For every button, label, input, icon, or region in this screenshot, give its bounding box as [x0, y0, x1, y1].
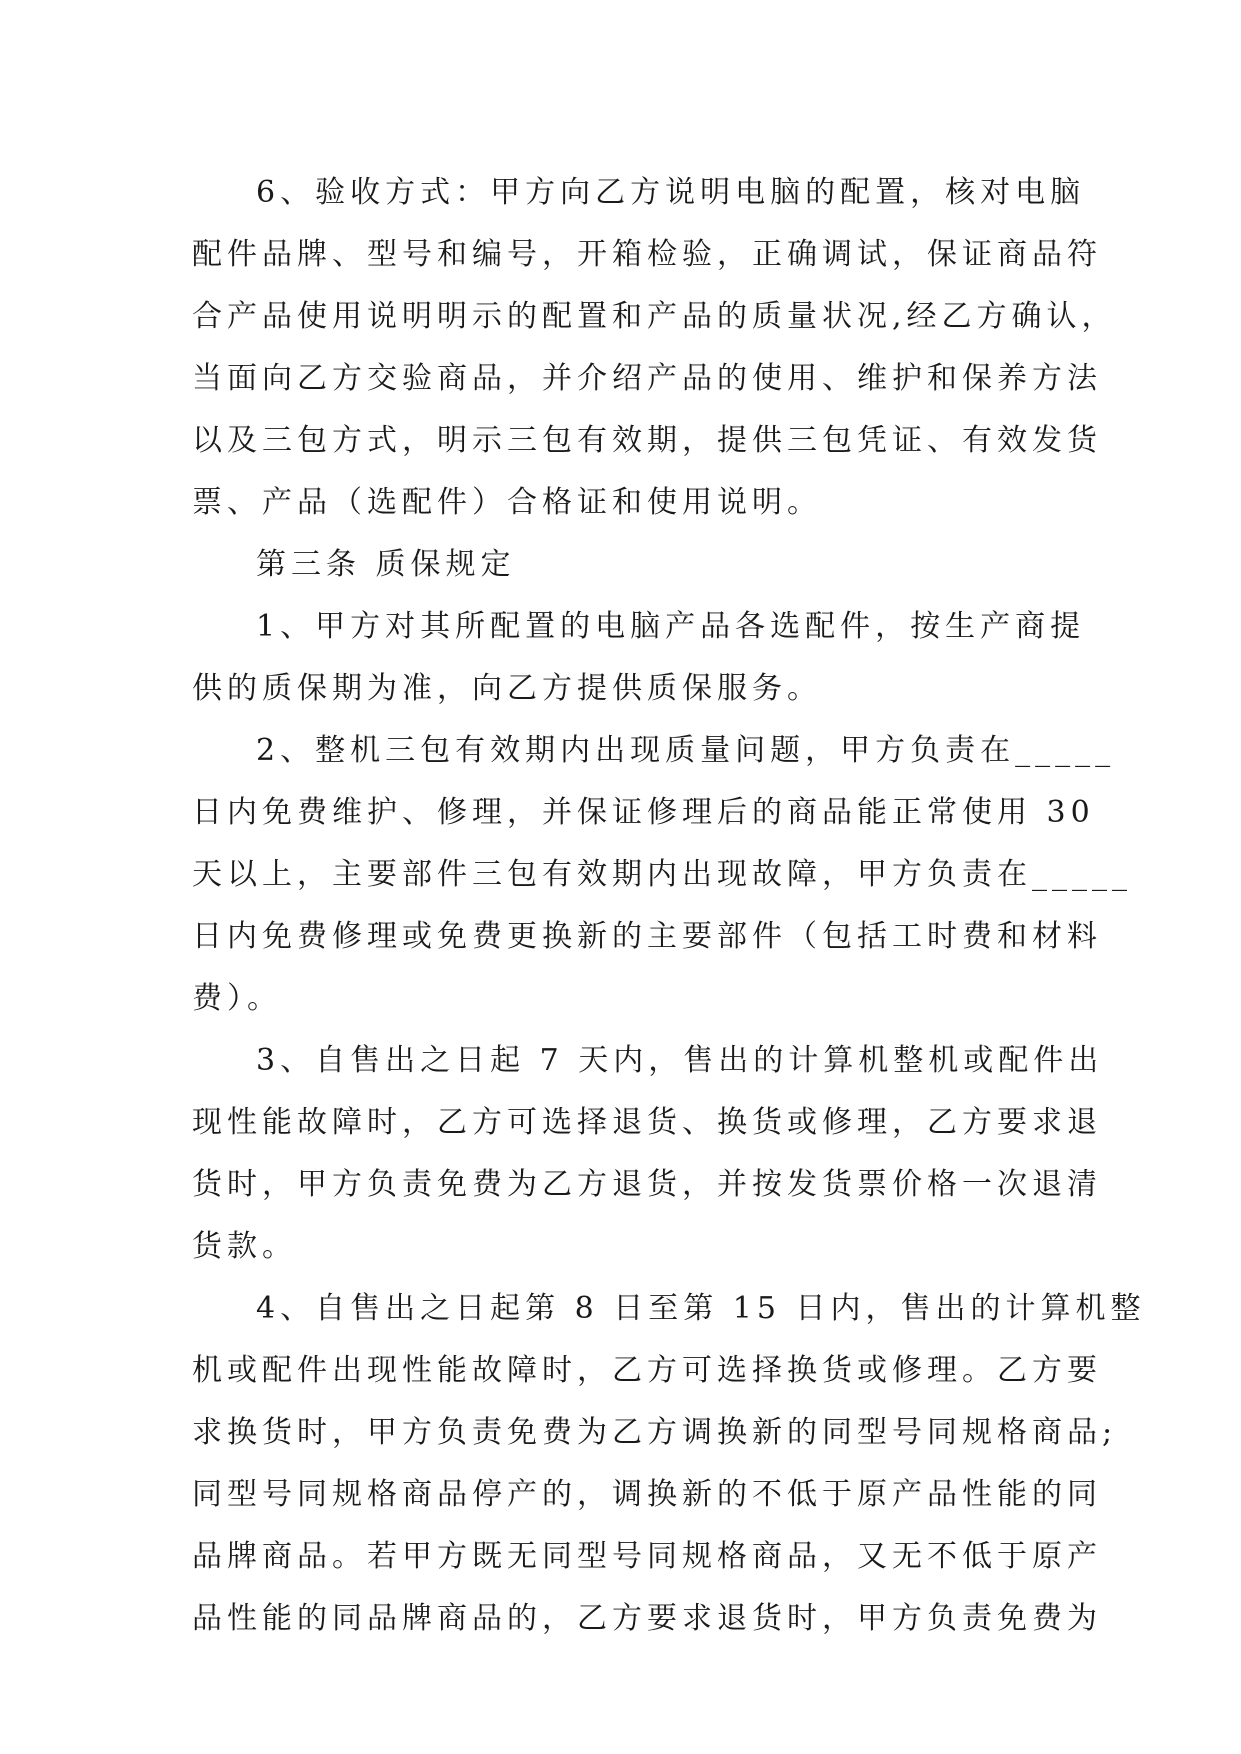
paragraph-line: 2、整机三包有效期内出现质量问题，甲方负责在_____ [256, 733, 1116, 768]
paragraph-line: 日内免费维护、修理，并保证修理后的商品能正常使用 30 [192, 795, 1095, 830]
paragraph-line: 求换货时，甲方负责免费为乙方调换新的同型号同规格商品; [192, 1415, 1118, 1450]
paragraph-line: 以及三包方式，明示三包有效期，提供三包凭证、有效发货 [192, 423, 1102, 458]
paragraph-line: 当面向乙方交验商品，并介绍产品的使用、维护和保养方法 [192, 361, 1102, 396]
paragraph-line: 日内免费修理或免费更换新的主要部件（包括工时费和材料 [192, 919, 1102, 954]
paragraph-line: 货款。 [192, 1229, 297, 1264]
document-body [192, 162, 1146, 1650]
paragraph-line: 天以上，主要部件三包有效期内出现故障，甲方负责在_____ [192, 857, 1132, 892]
paragraph-line: 合产品使用说明明示的配置和产品的质量状况,经乙方确认， [192, 299, 1117, 334]
paragraph-line: 品性能的同品牌商品的，乙方要求退货时，甲方负责免费为 [192, 1601, 1102, 1636]
paragraph-line: 3、自售出之日起 7 天内，售出的计算机整机或配件出 [256, 1043, 1104, 1078]
paragraph-line: 同型号同规格商品停产的，调换新的不低于原产品性能的同 [192, 1477, 1102, 1512]
paragraph-line: 配件品牌、型号和编号，开箱检验，正确调试，保证商品符 [192, 237, 1102, 272]
paragraph-line: 货时，甲方负责免费为乙方退货，并按发货票价格一次退清 [192, 1167, 1102, 1202]
section-heading: 第三条 质保规定 [256, 547, 516, 582]
paragraph-line: 票、产品（选配件）合格证和使用说明。 [192, 485, 822, 520]
paragraph-line: 供的质保期为准，向乙方提供质保服务。 [192, 671, 822, 706]
paragraph-line: 4、自售出之日起第 8 日至第 15 日内，售出的计算机整 [256, 1291, 1146, 1326]
paragraph-line: 现性能故障时，乙方可选择退货、换货或修理，乙方要求退 [192, 1105, 1102, 1140]
paragraph-line: 费）。 [192, 981, 282, 1016]
paragraph-line: 机或配件出现性能故障时，乙方可选择换货或修理。乙方要 [192, 1353, 1102, 1388]
paragraph-line: 品牌商品。若甲方既无同型号同规格商品，又无不低于原产 [192, 1539, 1102, 1574]
paragraph-line: 6、验收方式：甲方向乙方说明电脑的配置，核对电脑 [256, 175, 1086, 210]
paragraph-line: 1、甲方对其所配置的电脑产品各选配件，按生产商提 [256, 609, 1086, 644]
